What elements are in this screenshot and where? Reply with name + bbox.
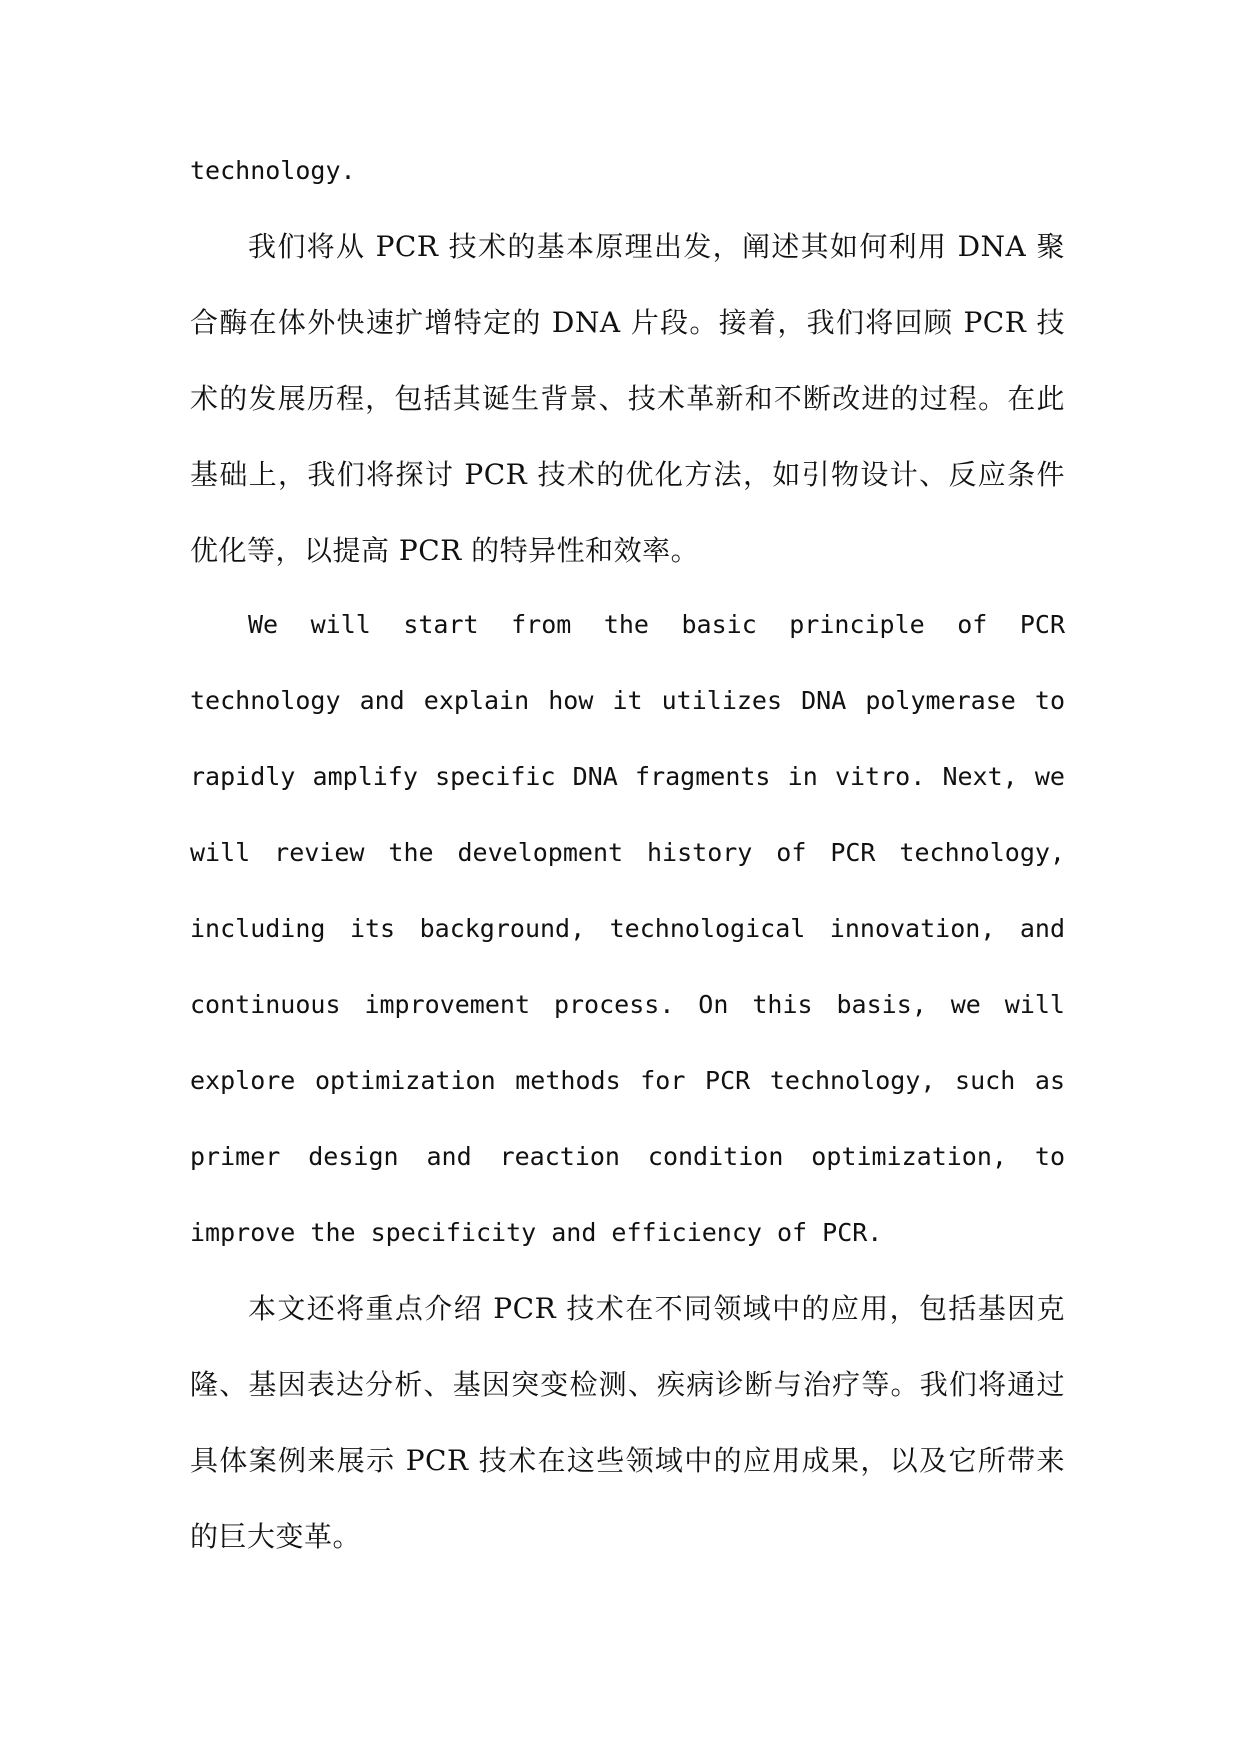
paragraph-pcr-overview-zh: 我们将从 PCR 技术的基本原理出发，阐述其如何利用 DNA 聚合酶在体外快速扩增特定的 DNA 片段。接着，我们将回顾 PCR 技术的发展历程，包括其诞生背景、技术革新和不断改进的过程。在此基础上，我们将探讨 PCR 技术的优化方法，如引物设计、反应条件优化等，以提高 PCR 的特异性和效率。 [190, 230, 1065, 567]
paragraph-pcr-applications-zh: 本文还将重点介绍 PCR 技术在不同领域中的应用，包括基因克隆、基因表达分析、基因突变检测、疾病诊断与治疗等。我们将通过具体案例来展示 PCR 技术在这些领域中的应用成果，以及它所带来的巨大变革。 [190, 1292, 1065, 1553]
paragraph-continuation: technology. [190, 156, 356, 185]
paragraph-pcr-overview-en: We will start from the basic principle of PCR technology and explain how it utilizes DNA polymerase to rapidly amplify specific DNA fragments in vitro. Next, we will review the development history of PCR technology, including its background, technological innovation, and continuous improvement process. On this basis, we will explore optimization methods for PCR technology, such as primer design and reaction condition optimization, to improve the specificity and efficiency of PCR. [190, 610, 1065, 1247]
